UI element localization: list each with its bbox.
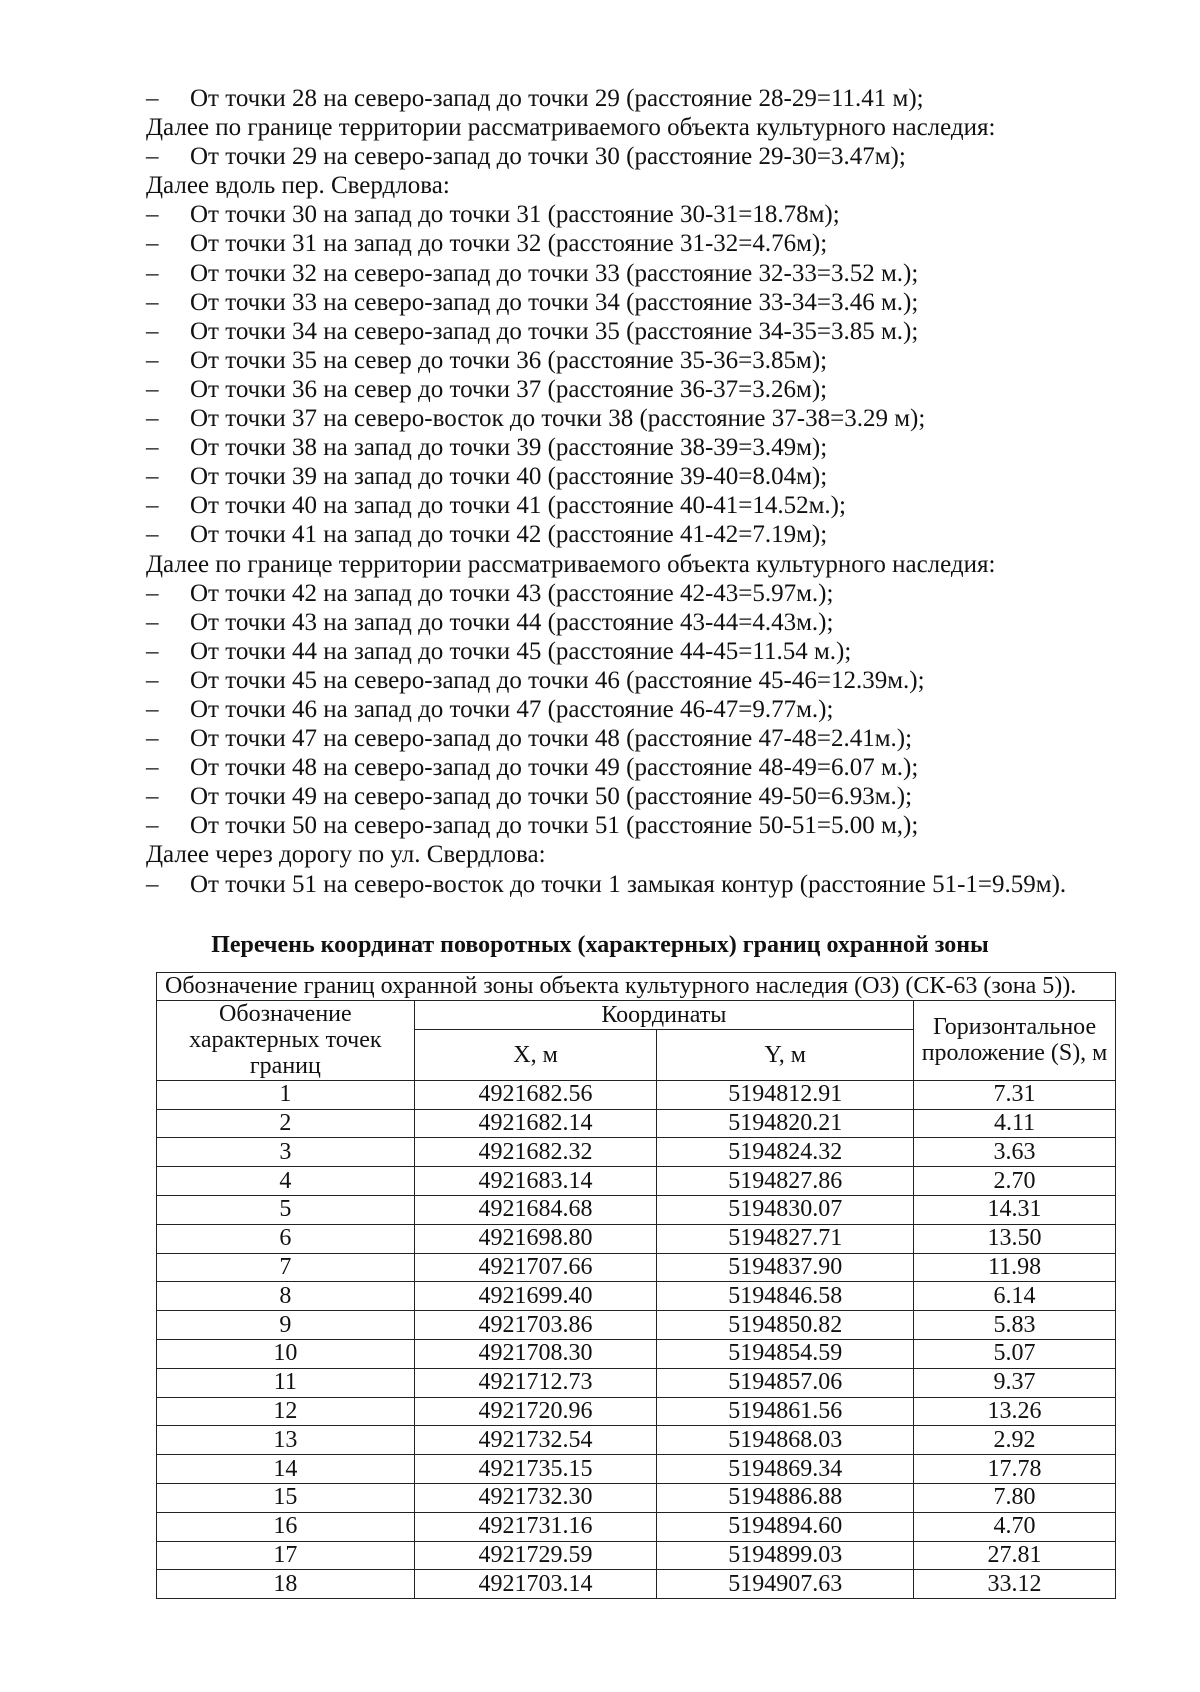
table-row (157, 1109, 1116, 1138)
list-dash: – (146, 434, 159, 462)
cell-x: 4921732.54 (414, 1426, 657, 1455)
list-item (146, 666, 1106, 695)
table-row (157, 1426, 1116, 1455)
header-x: X, м (414, 1029, 657, 1080)
line-text: От точки 42 на запад до точки 43 (расстояние 42-43=5.97м.); (190, 579, 834, 607)
list-dash: – (146, 870, 159, 898)
cell-x: 4921708.30 (414, 1339, 657, 1368)
list-item (146, 433, 1106, 462)
table-row (157, 1253, 1116, 1282)
cell-point: 15 (157, 1483, 415, 1512)
cell-point: 9 (157, 1311, 415, 1340)
line-text: От точки 28 на северо-запад до точки 29 (расстояние 28-29=11.41 м); (190, 85, 924, 112)
paragraph (146, 550, 1106, 579)
cell-y: 5194857.06 (657, 1368, 914, 1397)
list-dash: – (146, 812, 159, 840)
cell-point: 11 (157, 1368, 415, 1397)
list-dash: – (146, 405, 159, 433)
list-item (146, 259, 1106, 288)
line-text: От точки 32 на северо-запад до точки 33 (расстояние 32-33=3.52 м.); (190, 259, 919, 287)
header-coordinates: Координаты (414, 1001, 913, 1030)
list-dash: – (146, 521, 159, 549)
list-dash: – (146, 492, 159, 520)
cell-y: 5194846.58 (657, 1282, 914, 1311)
cell-x: 4921712.73 (414, 1368, 657, 1397)
table-row (157, 1368, 1116, 1397)
cell-y: 5194827.71 (657, 1224, 914, 1253)
cell-y: 5194869.34 (657, 1455, 914, 1484)
list-dash: – (146, 754, 159, 782)
list-item (146, 637, 1106, 666)
list-dash: – (146, 143, 159, 171)
list-item (146, 579, 1106, 608)
list-item (146, 724, 1106, 753)
line-text: От точки 45 на северо-запад до точки 46 (расстояние 45-46=12.39м.); (190, 666, 925, 694)
list-item (146, 608, 1106, 637)
line-text: От точки 43 на запад до точки 44 (расстояние 43-44=4.43м.); (190, 608, 834, 636)
table-row (157, 1541, 1116, 1570)
cell-y: 5194837.90 (657, 1253, 914, 1282)
list-item (146, 404, 1106, 433)
cell-point: 17 (157, 1541, 415, 1570)
list-item (146, 695, 1106, 724)
list-dash: – (146, 783, 159, 811)
list-dash: – (146, 346, 159, 374)
cell-distance: 17.78 (914, 1455, 1116, 1484)
list-item (146, 375, 1106, 404)
list-item (146, 870, 1106, 899)
cell-y: 5194886.88 (657, 1483, 914, 1512)
line-text: От точки 36 на север до точки 37 (расстояние 36-37=3.26м); (190, 375, 828, 403)
cell-point: 18 (157, 1570, 415, 1599)
list-item (146, 462, 1106, 491)
cell-point: 12 (157, 1397, 415, 1426)
cell-x: 4921682.14 (414, 1109, 657, 1138)
list-dash: – (146, 637, 159, 665)
table-row (157, 1282, 1116, 1311)
paragraph (146, 840, 1106, 869)
paragraph (146, 171, 1106, 200)
list-dash: – (146, 666, 159, 694)
cell-distance: 14.31 (914, 1195, 1116, 1224)
cell-y: 5194894.60 (657, 1512, 914, 1541)
list-dash: – (146, 695, 159, 723)
header-y: Y, м (657, 1029, 914, 1080)
cell-point: 5 (157, 1195, 415, 1224)
table-title: Перечень координат поворотных (характерных) границ охранной зоны (211, 932, 989, 958)
cell-point: 6 (157, 1224, 415, 1253)
line-text: От точки 41 на запад до точки 42 (расстояние 41-42=7.19м); (190, 521, 828, 549)
list-dash: – (146, 579, 159, 607)
cell-y: 5194850.82 (657, 1311, 914, 1340)
table-row (157, 1339, 1116, 1368)
line-text: От точки 31 на запад до точки 32 (расстояние 31-32=4.76м); (190, 230, 828, 258)
list-item (146, 229, 1106, 258)
cell-y: 5194861.56 (657, 1397, 914, 1426)
table-caption: Обозначение границ охранной зоны объекта культурного наследия (ОЗ) (СК-63 (зона 5)). (157, 973, 1116, 1001)
cell-point: 4 (157, 1167, 415, 1196)
cell-distance: 13.50 (914, 1224, 1116, 1253)
cell-point: 7 (157, 1253, 415, 1282)
list-item (146, 84, 1106, 113)
cell-distance: 3.63 (914, 1138, 1116, 1167)
cell-point: 10 (157, 1339, 415, 1368)
list-dash: – (146, 201, 159, 229)
line-text: От точки 51 на северо-восток до точки 1 замыкая контур (расстояние 51-1=9.59м). (190, 870, 1067, 898)
cell-distance: 4.11 (914, 1109, 1116, 1138)
cell-x: 4921703.86 (414, 1311, 657, 1340)
line-text: От точки 40 на запад до точки 41 (расстояние 40-41=14.52м.); (190, 492, 846, 520)
list-dash: – (146, 259, 159, 287)
table-body (157, 1080, 1116, 1598)
cell-distance: 11.98 (914, 1253, 1116, 1282)
cell-distance: 33.12 (914, 1570, 1116, 1599)
cell-distance: 5.83 (914, 1311, 1116, 1340)
cell-distance: 2.70 (914, 1167, 1116, 1196)
line-text: От точки 29 на северо-запад до точки 30 (расстояние 29-30=3.47м); (190, 143, 906, 171)
cell-point: 14 (157, 1455, 415, 1484)
boundary-description (146, 84, 1106, 899)
cell-distance: 7.80 (914, 1483, 1116, 1512)
list-dash: – (146, 608, 159, 636)
cell-distance: 27.81 (914, 1541, 1116, 1570)
list-item (146, 317, 1106, 346)
cell-y: 5194907.63 (657, 1570, 914, 1599)
line-text: От точки 38 на запад до точки 39 (расстояние 38-39=3.49м); (190, 434, 828, 462)
list-dash: – (146, 463, 159, 491)
list-item (146, 753, 1106, 782)
cell-point: 13 (157, 1426, 415, 1455)
cell-point: 1 (157, 1080, 415, 1109)
table-row (157, 1311, 1116, 1340)
line-text: От точки 49 на северо-запад до точки 50 (расстояние 49-50=6.93м.); (190, 783, 913, 811)
line-text: Далее через дорогу по ул. Свердлова: (146, 841, 546, 869)
table-row (157, 1167, 1116, 1196)
line-text: От точки 37 на северо-восток до точки 38 (расстояние 37-38=3.29 м); (190, 405, 926, 433)
header-points: Обозначение характерных точек границ (157, 1001, 415, 1081)
cell-x: 4921720.96 (414, 1397, 657, 1426)
cell-distance: 6.14 (914, 1282, 1116, 1311)
line-text: Далее вдоль пер. Свердлова: (146, 172, 450, 200)
list-item (146, 200, 1106, 229)
cell-x: 4921707.66 (414, 1253, 657, 1282)
cell-x: 4921698.80 (414, 1224, 657, 1253)
cell-y: 5194820.21 (657, 1109, 914, 1138)
cell-point: 2 (157, 1109, 415, 1138)
cell-x: 4921683.14 (414, 1167, 657, 1196)
table-row (157, 1570, 1116, 1599)
cell-x: 4921731.16 (414, 1512, 657, 1541)
cell-x: 4921735.15 (414, 1455, 657, 1484)
header-horizontal-distance: Горизонтальное проложение (S), м (914, 1001, 1116, 1081)
table-row (157, 1138, 1116, 1167)
cell-x: 4921682.32 (414, 1138, 657, 1167)
line-text: От точки 50 на северо-запад до точки 51 (расстояние 50-51=5.00 м,); (190, 812, 919, 840)
list-item (146, 782, 1106, 811)
cell-y: 5194899.03 (657, 1541, 914, 1570)
list-item (146, 811, 1106, 840)
list-dash: – (146, 288, 159, 316)
table-row (157, 1455, 1116, 1484)
line-text: Далее по границе территории рассматриваемого объекта культурного наследия: (146, 550, 996, 578)
cell-distance: 4.70 (914, 1512, 1116, 1541)
cell-point: 3 (157, 1138, 415, 1167)
table-row (157, 1224, 1116, 1253)
cell-point: 16 (157, 1512, 415, 1541)
list-dash: – (146, 317, 159, 345)
cell-x: 4921703.14 (414, 1570, 657, 1599)
list-item (146, 346, 1106, 375)
cell-x: 4921729.59 (414, 1541, 657, 1570)
list-dash: – (146, 725, 159, 753)
list-dash: – (146, 375, 159, 403)
paragraph (146, 113, 1106, 142)
cell-x: 4921684.68 (414, 1195, 657, 1224)
list-dash: – (146, 85, 159, 112)
table-row (157, 1080, 1116, 1109)
list-item (146, 491, 1106, 520)
cell-y: 5194827.86 (657, 1167, 914, 1196)
cell-y: 5194868.03 (657, 1426, 914, 1455)
table-row (157, 1397, 1116, 1426)
cell-x: 4921699.40 (414, 1282, 657, 1311)
cell-x: 4921732.30 (414, 1483, 657, 1512)
cell-distance: 7.31 (914, 1080, 1116, 1109)
list-item (146, 142, 1106, 171)
line-text: От точки 34 на северо-запад до точки 35 (расстояние 34-35=3.85 м.); (190, 317, 919, 345)
cell-x: 4921682.56 (414, 1080, 657, 1109)
cell-distance: 9.37 (914, 1368, 1116, 1397)
table-row (157, 1512, 1116, 1541)
line-text: От точки 39 на запад до точки 40 (расстояние 39-40=8.04м); (190, 463, 828, 491)
line-text: От точки 44 на запад до точки 45 (расстояние 44-45=11.54 м.); (190, 637, 852, 665)
coordinates-table (156, 972, 1116, 1599)
line-text: От точки 48 на северо-запад до точки 49 (расстояние 48-49=6.07 м.); (190, 754, 919, 782)
cell-distance: 5.07 (914, 1339, 1116, 1368)
list-item (146, 288, 1106, 317)
cell-y: 5194854.59 (657, 1339, 914, 1368)
cell-distance: 2.92 (914, 1426, 1116, 1455)
table-row (157, 1195, 1116, 1224)
cell-y: 5194812.91 (657, 1080, 914, 1109)
line-text: От точки 35 на север до точки 36 (расстояние 35-36=3.85м); (190, 346, 828, 374)
cell-distance: 13.26 (914, 1397, 1116, 1426)
line-text: От точки 47 на северо-запад до точки 48 (расстояние 47-48=2.41м.); (190, 725, 913, 753)
line-text: От точки 33 на северо-запад до точки 34 (расстояние 33-34=3.46 м.); (190, 288, 919, 316)
line-text: Далее по границе территории рассматриваемого объекта культурного наследия: (146, 114, 996, 142)
cell-y: 5194830.07 (657, 1195, 914, 1224)
list-item (146, 520, 1106, 549)
line-text: От точки 46 на запад до точки 47 (расстояние 46-47=9.77м.); (190, 695, 834, 723)
line-text: От точки 30 на запад до точки 31 (расстояние 30-31=18.78м); (190, 201, 840, 229)
cell-point: 8 (157, 1282, 415, 1311)
list-dash: – (146, 230, 159, 258)
cell-y: 5194824.32 (657, 1138, 914, 1167)
table-row (157, 1483, 1116, 1512)
